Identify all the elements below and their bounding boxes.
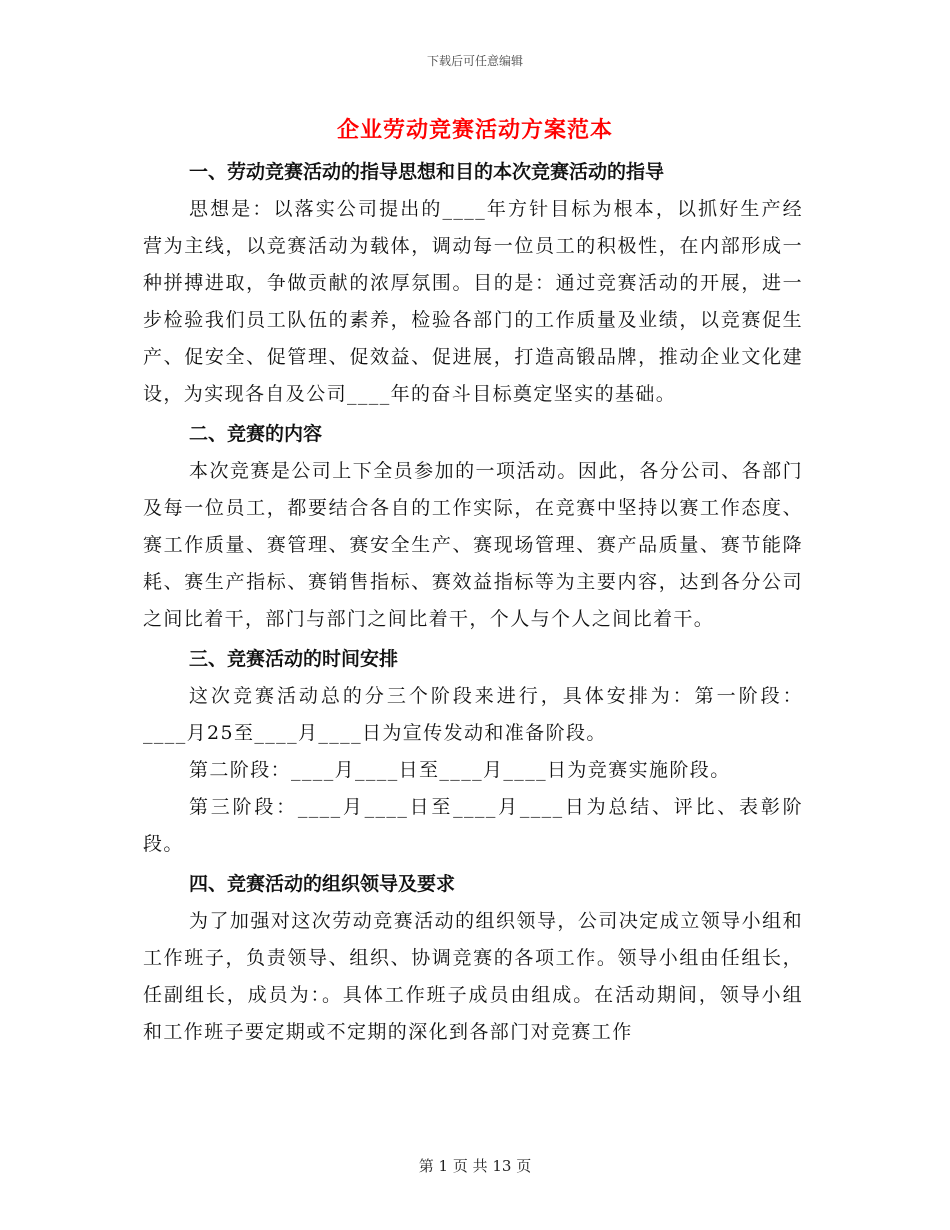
page-number-footer: 第 1 页 共 13 页 [418,1157,532,1175]
document-body [143,155,803,1051]
section-heading-3: 三、竞赛活动的时间安排 [189,648,399,670]
page-header-note: 下载后可任意编辑 [426,54,523,68]
section-4-paragraph: 为了加强对这次劳动竞赛活动的组织领导，公司决定成立领导小组和工作班子，负责领导、组织、协调竞赛的各项工作。领导小组由任组长，任副组长，成员为：。具体工作班子成员由组成。在活动期间，领导小组和工作班子要定期或不定期的深化到各部门对竞赛工作 [143,910,803,1043]
section-3-paragraph-stage-2: 第二阶段：____月____日至____月____日为竞赛实施阶段。 [189,759,731,781]
section-2-paragraph: 本次竞赛是公司上下全员参加的一项活动。因此，各分公司、各部门及每一位员工，都要结合各自的工作实际，在竞赛中坚持以赛工作态度、赛工作质量、赛管理、赛安全生产、赛现场管理、赛产品质量、赛节能降耗、赛生产指标、赛销售指标、赛效益指标等为主要内容，达到各分公司之间比着干，部门与部门之间比着干，个人与个人之间比着干。 [143,460,803,630]
section-heading-2: 二、竞赛的内容 [189,423,323,445]
section-3-paragraph-stage-3: 第三阶段：____月____日至____月____日为总结、评比、表彰阶段。 [143,796,803,855]
section-3-paragraph-stage-1: 这次竞赛活动总的分三个阶段来进行，具体安排为：第一阶段：____月25至____月____日为宣传发动和准备阶段。 [143,685,803,744]
document-title: 企业劳动竞赛活动方案范本 [336,117,613,143]
section-1-paragraph: 思想是：以落实公司提出的____年方针目标为根本，以抓好生产经营为主线，以竞赛活动为载体，调动每一位员工的积极性，在内部形成一种拼搏进取，争做贡献的浓厚氛围。目的是：通过竞赛活动的开展，进一步检验我们员工队伍的素养，检验各部门的工作质量及业绩，以竞赛促生产、促安全、促管理、促效益、促进展，打造高锻品牌，推动企业文化建设，为实现各自及公司____年的奋斗目标奠定坚实的基础。 [143,198,803,405]
section-heading-4: 四、竞赛活动的组织领导及要求 [189,873,456,895]
section-heading-1: 一、劳动竞赛活动的指导思想和目的本次竞赛活动的指导 [189,161,665,183]
